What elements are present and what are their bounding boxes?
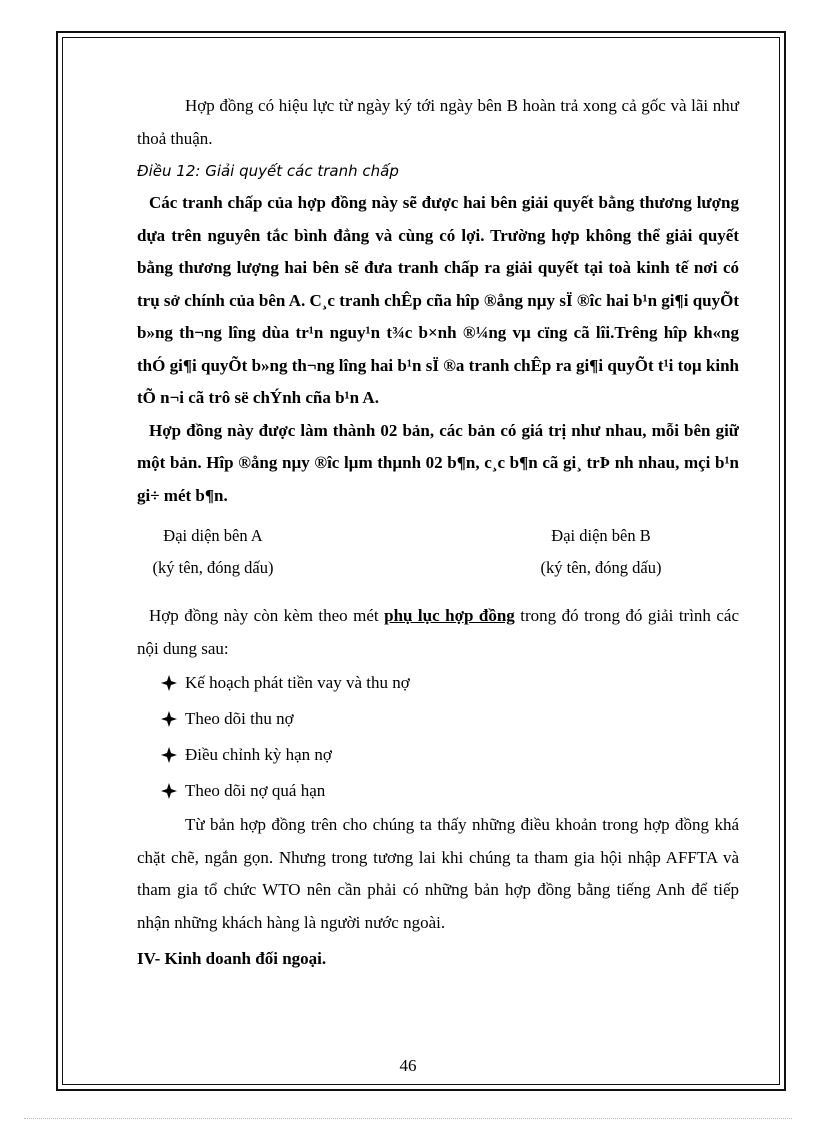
party-a-note: (ký tên, đóng dấu) (152, 558, 274, 577)
diamond-bullet-icon (161, 783, 177, 799)
validity-paragraph: Hợp đồng có hiệu lực từ ngày ký tới ngày bên B hoàn trả xong cả gốc và lãi như thoả thuận. (137, 96, 739, 148)
appendix-link[interactable]: phụ lục hợp đồng (384, 606, 515, 625)
section-iv-heading: IV- Kinh doanh đối ngoại. (137, 949, 327, 968)
diamond-bullet-icon (161, 711, 177, 727)
appendix-list (137, 665, 739, 809)
footer-dotted-divider (24, 1118, 792, 1119)
party-b-signature (521, 520, 681, 584)
appendix-lead: Hợp đồng này còn kèm theo mét (149, 606, 379, 625)
party-b-label: Đại diện bên B (551, 526, 651, 545)
signature-block (137, 520, 739, 584)
list-item (161, 737, 739, 773)
list-item-text: Điều chỉnh kỳ hạn nợ (185, 745, 332, 764)
page-number: 46 (399, 1056, 417, 1075)
list-item (161, 773, 739, 809)
list-item-text: Kế hoạch phát tiền vay và thu nợ (185, 673, 410, 692)
list-item-text: Theo dõi thu nợ (185, 709, 294, 728)
party-b-note: (ký tên, đóng dấu) (540, 558, 662, 577)
diamond-bullet-icon (161, 675, 177, 691)
document-body (137, 90, 739, 976)
appendix-tail: trong đó trong đó giải trình các nội dung sau: (137, 606, 740, 658)
copies-paragraph: Hợp đồng này được làm thành 02 bản, các bản có giá trị như nhau, mỗi bên giữ một bản. Hîp ®ång nµy ®îc lµm thµnh 02 b¶n, c¸c b¶n cã gi¸ trÞ nh nhau, mçi b¹n gi÷ mét b¶n. (137, 420, 739, 505)
article-12-heading: Điều 12: Giải quyết các tranh chấp (137, 162, 399, 180)
list-item (161, 665, 739, 701)
conclusion-paragraph: Từ bản hợp đồng trên cho chúng ta thấy những điều khoản trong hợp đồng khá chặt chẽ, ngắn gọn. Nhưng trong tương lai khi chúng ta tham gia hội nhập AFFTA và tham gia tổ chức WTO nên cần phải có những bản hợp đồng bằng tiếng Anh để tiếp nhận những khách hàng là người nước ngoài. (137, 815, 739, 932)
dispute-paragraph: Các tranh chấp của hợp đồng này sẽ được hai bên giải quyết bằng thương lượng dựa trên nguyên tắc bình đẳng và cùng có lợi. Trường hợp không thể giải quyết bằng thương lượng hai bên sẽ đưa tranh chấp ra giải quyết tại toà kinh tế nơi có trụ sở chính của bên A. C¸c tranh chÊp cña hîp ®ång nµy sÏ ®îc hai b¹n gi¶i quyÕt b»ng th¬ng lîng dùa tr¹n nguy¹n t¾c b×nh ®¼ng vµ cïng cã lîi.Trêng hîp kh«ng thÓ gi¶i quyÕt b»ng th¬ng lîng hai b¹n sÏ ®a tranh chÊp ra gi¶i quyÕt t¹i toµ kinh tÕ n¬i cã trô së chÝnh cña b¹n A. (137, 193, 739, 407)
party-a-label: Đại diện bên A (163, 526, 263, 545)
diamond-bullet-icon (161, 747, 177, 763)
party-a-signature (133, 520, 293, 584)
list-item-text: Theo dõi nợ quá hạn (185, 781, 326, 800)
list-item (161, 701, 739, 737)
appendix-paragraph (137, 600, 739, 665)
